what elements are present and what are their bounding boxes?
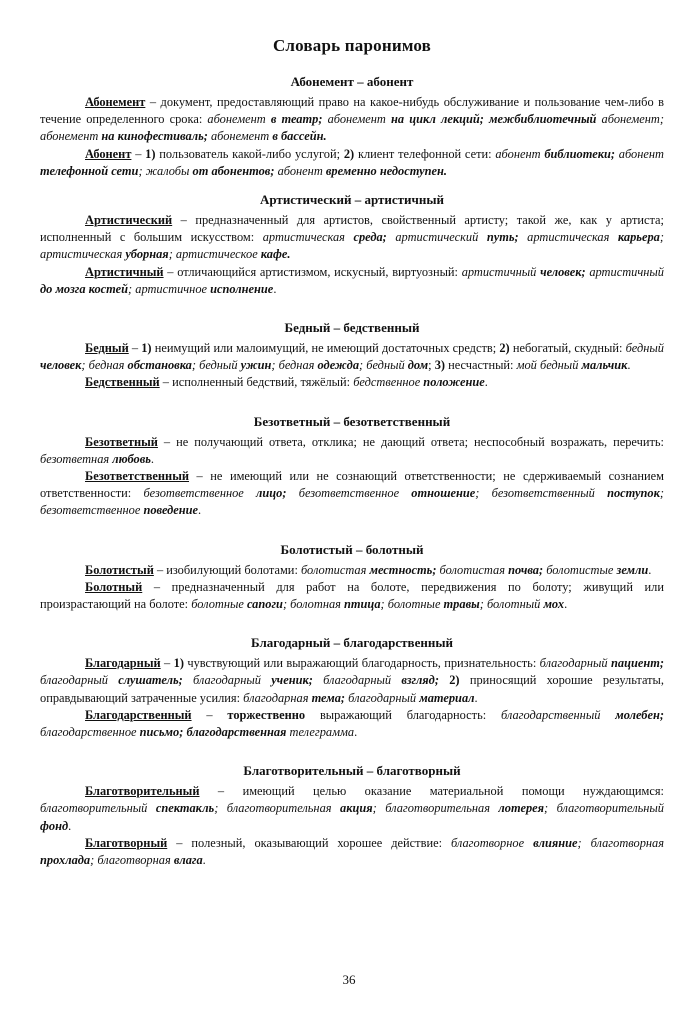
entry-text: ; [428, 358, 435, 373]
entry-text: ученик; [271, 673, 313, 688]
entry-text: клиент телефонной сети: [354, 146, 496, 161]
entry-text: – [131, 146, 146, 161]
entry-text: болотные [191, 597, 247, 612]
entry-text: бедный [625, 341, 664, 356]
entry-text: артистическая [518, 230, 618, 245]
entry-text: несчастный: [445, 358, 517, 373]
entry-text: на кинофестиваль; [101, 129, 208, 144]
entry-text: небогатый, скудный: [509, 341, 626, 356]
entry-text: . [484, 375, 488, 390]
entry-text: до мозга костей [40, 281, 129, 296]
entry-text: поведение [143, 503, 199, 518]
entry-text: благодарный [345, 690, 420, 705]
entry-text: человек; [540, 264, 586, 279]
entry-text: неимущий или малоимущий, не имеющий достаточных средств; [151, 341, 500, 356]
headword: Артистический [85, 213, 173, 228]
entry-text: слушатель; [118, 673, 183, 688]
entry-text: артистичный [585, 264, 664, 279]
entry-text: . [627, 358, 631, 373]
entry-text: – изобилующий болотами: [153, 562, 301, 577]
entry-text: почва; [508, 562, 544, 577]
entry-text: в бассейн. [272, 129, 327, 144]
entry-text: болотистые [543, 562, 617, 577]
entry-abonement [40, 94, 664, 146]
entry-text: мальчик [581, 358, 628, 373]
entry-blagotvornyy [40, 835, 664, 869]
entry-text: – не имеющий или не сознающий ответственности; не сдерживаемый сознанием ответственности: [40, 469, 664, 501]
page-number: 36 [342, 972, 356, 987]
entry-text: временно недоступен. [325, 163, 447, 178]
entry-text: ; артистичное [128, 281, 211, 296]
section-title: Артистический – артистичный [259, 192, 444, 208]
entry-text: абонемент; абонемент [40, 112, 664, 144]
entry-text: благодарственное [40, 725, 140, 740]
entry-text: письмо; [139, 725, 184, 740]
entry-text: – [160, 656, 174, 671]
entry-text: – не получающий ответа, отклика; не дающий ответа; неспособный возражать, перечить: [157, 434, 664, 449]
headword: Болотистый [85, 562, 154, 577]
entry-text: влияние [533, 835, 578, 850]
entry-text: телефонной сети [40, 163, 139, 178]
section-title: Благодарный – благодарственный [251, 635, 453, 651]
entry-text: мой бедный [516, 358, 582, 373]
entry-text: путь; [486, 230, 519, 245]
entry-text: от абонентов; [192, 163, 275, 178]
entry-text: . [273, 281, 277, 296]
entry-bedstvennyy [40, 374, 664, 391]
entry-text: благотворительный [40, 801, 156, 816]
entry-text: сапоги [247, 597, 283, 612]
entry-text: абонент [615, 146, 664, 161]
section-title: Безответный – безответственный [253, 413, 451, 429]
section-bolotistyy [40, 542, 664, 614]
entry-text: человек [40, 358, 82, 373]
entry-text: любовь [112, 451, 151, 466]
entry-text: благодарный [312, 673, 402, 688]
entry-text: безответственное [143, 486, 257, 501]
headword: Безответственный [85, 469, 190, 484]
entry-text: 1) [145, 146, 156, 161]
headword: Благодарственный [85, 707, 192, 722]
entry-text: . [68, 818, 72, 833]
entry-text: лотерея [498, 801, 545, 816]
entry-text: абонент [274, 163, 326, 178]
entry-text: абонемент [207, 129, 273, 144]
entry-text: мох [543, 597, 565, 612]
entry-text: выражающий благодарность: [305, 707, 501, 722]
entry-text: приносящий хорошие результаты, оправдывающий затраченные усилия: [40, 673, 664, 705]
section-title: Благотворительный – благотворный [243, 763, 461, 779]
entry-text: болотистая [300, 562, 370, 577]
entry-text: болотистая [436, 562, 509, 577]
entry-text: . [202, 853, 206, 868]
page-content [40, 36, 664, 881]
entry-text: кафе. [260, 247, 291, 262]
section-bezotvetnyy [40, 414, 664, 520]
section-blagotvoritelnyy [40, 763, 664, 869]
entry-text: ; благотворительная [214, 801, 340, 816]
entry-text: ; благотворная [90, 853, 174, 868]
headword: Безответный [85, 434, 158, 449]
headword: Бедственный [85, 375, 160, 390]
entry-text: акция [340, 801, 373, 816]
entry-text: дом [407, 358, 429, 373]
entry-text: ; благотворительная [372, 801, 499, 816]
entry-text: ; благотворная [577, 835, 664, 850]
entry-text: благодарственный [501, 707, 616, 722]
entry-text: ; безответственный [475, 486, 608, 501]
entry-text: материал [419, 690, 475, 705]
entry-text: безответственное [286, 486, 412, 501]
entry-text: ; бедный [191, 358, 241, 373]
entry-text: влага [173, 853, 203, 868]
entry-abonent [40, 146, 664, 180]
section-title: Абонемент – абонент [290, 74, 414, 89]
entry-text: одежда [317, 358, 360, 373]
entry-text: 2) [449, 673, 460, 688]
entry-text: – предназначенный для артистов, свойственный артисту; такой же, как у артиста; исполненный с большим искусством: [40, 213, 664, 245]
entry-bezotvetnyy [40, 434, 664, 468]
entry-text: ; болотные [380, 597, 444, 612]
entry-text: 2) [499, 341, 510, 356]
entry-text: абонемент [322, 112, 391, 127]
entry-text: благотворное [451, 835, 534, 850]
section-title: Бедный – бедственный [284, 320, 420, 336]
entry-text: ; бедная [271, 358, 318, 373]
entry-text: местность; [369, 562, 437, 577]
entry-text: положение [423, 375, 485, 390]
entry-text: среда; [353, 230, 387, 245]
entry-text: – [191, 707, 228, 722]
entry-text: обстановка [127, 358, 192, 373]
entry-text: ; бедная [81, 358, 128, 373]
entry-text: тема; [311, 690, 346, 705]
entry-blagodarnyy [40, 655, 664, 707]
section-abonement [40, 74, 664, 180]
entry-text: взгляд; [401, 673, 439, 688]
entry-bezotvetstvennyy [40, 468, 664, 520]
entry-artisticheskiy [40, 212, 664, 264]
headword: Благодарный [85, 656, 161, 671]
entry-text: – документ, предоставляющий право на какое-нибудь обслуживание и пользование чем-либо в течение определенного срока: [40, 95, 664, 127]
entry-text: ; безответственное [40, 486, 664, 518]
entry-text: . [648, 562, 652, 577]
entry-text: – отличающийся артистизмом, искусный, виртуозный: [163, 264, 462, 279]
entry-text: птица [344, 597, 381, 612]
entry-text: в театр; [270, 112, 323, 127]
entry-blagodarstvennyy [40, 707, 664, 741]
entry-text: ; благотворительный [544, 801, 664, 816]
entry-text: отношение [411, 486, 476, 501]
entry-text: безответная [40, 451, 113, 466]
headword: Бедный [85, 341, 129, 356]
entry-text: – предназначенный для работ на болоте, передвижения по болоту; живущий или произрастающий на болоте: [40, 579, 664, 612]
entry-text: – [128, 341, 142, 356]
headword: Благотворительный [85, 784, 200, 799]
entry-text: благодарственная [186, 725, 287, 740]
section-bednyy [40, 320, 664, 392]
section-blagodarnyy [40, 635, 664, 741]
entry-text: бедственное [353, 375, 424, 390]
entry-text: пользователь какой-либо услугой; [155, 146, 344, 161]
entry-text: артистическая [262, 230, 354, 245]
entry-text: благодарный [40, 673, 119, 688]
headword: Абонемент [85, 95, 146, 109]
entry-artistichnyy [40, 264, 664, 298]
entry-text: исполнение [210, 281, 274, 296]
entry-text: . [198, 503, 202, 518]
entry-bednyy [40, 340, 664, 374]
entry-text: молебен; [615, 707, 664, 722]
entry-text: ; бедный [359, 358, 408, 373]
entry-text: 2) [343, 146, 355, 161]
entry-text: поступок [607, 486, 660, 501]
headword: Абонент [85, 146, 132, 161]
headword: Болотный [85, 579, 143, 594]
entry-text: артистический [386, 230, 487, 245]
entry-text: ; жалобы [138, 163, 193, 178]
entry-text: ужин [240, 358, 272, 373]
entry-text: – исполненный бедствий, тяжёлый: [159, 375, 354, 390]
entry-text: ; артистическая [40, 230, 664, 262]
entry-text: благодарный [182, 673, 272, 688]
entry-text: карьера [617, 230, 660, 245]
entry-text: фонд [40, 818, 69, 833]
entry-text: 1) [141, 341, 152, 356]
entry-text: благодарный [539, 656, 611, 671]
entry-text: спектакль [155, 801, 215, 816]
entry-text: на цикл лекций; межбиблиотечный [391, 112, 597, 127]
entry-blagotvoritelnyy [40, 783, 664, 835]
headword: Артистичный [85, 264, 164, 279]
entry-text: . [474, 690, 478, 705]
entry-text: абонент [495, 146, 545, 161]
entry-text: травы [443, 597, 480, 612]
entry-text: уборная [125, 247, 169, 262]
section-title: Болотистый – болотный [280, 541, 424, 557]
entry-text: ; болотная [282, 597, 345, 612]
entry-text: . [564, 597, 568, 612]
entry-text: абонемент [207, 112, 271, 127]
entry-text: торжественно [227, 707, 306, 722]
page-title: Словарь паронимов [272, 36, 432, 55]
section-artisticheskiy [40, 192, 664, 298]
entry-text: библиотеки; [544, 146, 616, 161]
entry-text: ; болотный [479, 597, 544, 612]
entry-text [439, 673, 449, 687]
entry-text: артистичный [461, 264, 541, 279]
entry-text: . [354, 725, 358, 740]
entry-text: земли [616, 562, 649, 577]
entry-text: чувствующий или выражающий благодарность, признательность: [183, 656, 540, 671]
entry-text: . [150, 451, 155, 466]
entry-bolotistyy [40, 562, 664, 579]
entry-text: благодарная [243, 690, 312, 705]
entry-text: 3) [434, 358, 446, 373]
entry-text: – полезный, оказывающий хорошее действие: [167, 835, 451, 850]
entry-text: – имеющий целью оказание материальной помощи нуждающимся: [199, 784, 664, 799]
entry-text: пациент; [611, 656, 665, 671]
entry-text: телеграмма [286, 725, 355, 740]
entry-bolotnyy [40, 579, 664, 613]
entry-text: лицо; [256, 486, 287, 501]
headword: Благотворный [85, 835, 168, 850]
entry-text: ; артистическое [168, 247, 261, 262]
entry-text: 1) [173, 656, 184, 671]
entry-text: прохлада [40, 853, 91, 868]
